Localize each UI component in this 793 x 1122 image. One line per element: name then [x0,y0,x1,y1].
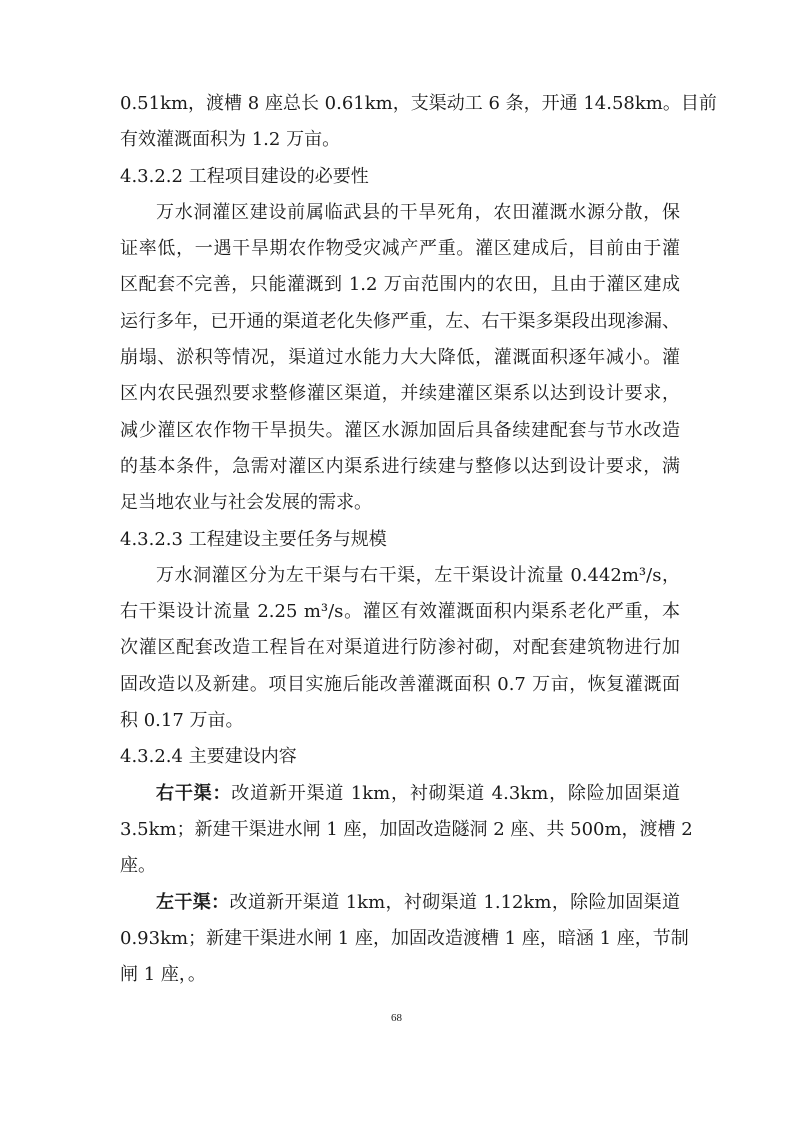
paragraph-line: 的基本条件，急需对灌区内渠系进行续建与整修以达到设计要求，满 [120,455,680,477]
section-heading: 4.3.2.3 工程建设主要任务与规模 [120,528,387,550]
paragraph-line: 减少灌区农作物干旱损失。灌区水源加固后具备续建配套与节水改造 [120,419,680,441]
paragraph-line: 万水洞灌区建设前属临武县的干旱死角，农田灌溉水源分散，保 [156,201,680,223]
paragraph-line: 右干渠设计流量 2.25 m³/s。灌区有效灌溉面积内渠系老化严重，本 [120,601,680,623]
paragraph-line: 崩塌、淤积等情况，渠道过水能力大大降低，灌溉面积逐年减小。灌 [120,347,680,369]
paragraph-line: 区配套不完善，只能灌溉到 1.2 万亩范围内的农田，且由于灌区建成 [120,274,680,296]
paragraph-line: 积 0.17 万亩。 [120,710,244,732]
left-canal-label: 左干渠： [156,891,230,913]
paragraph-line: 闸 1 座，。 [120,964,206,986]
paragraph-line: 有效灌溉面积为 1.2 万亩。 [120,129,341,151]
right-canal-text: 改道新开渠道 1km，衬砌渠道 4.3km，除险加固渠道 [231,782,681,804]
right-canal-line [120,776,680,812]
document-body [120,86,717,993]
paragraph-line: 座。 [120,855,156,877]
page-number: 68 [391,1012,402,1024]
paragraph-line: 0.93km；新建干渠进水闸 1 座，加固改造渡槽 1 座，暗涵 1 座，节制 [120,927,689,949]
left-canal-text: 改道新开渠道 1km，衬砌渠道 1.12km，除险加固渠道 [229,891,680,913]
section-heading: 4.3.2.4 主要建设内容 [120,746,297,768]
paragraph-line: 万水洞灌区分为左干渠与右干渠，左干渠设计流量 0.442m³/s， [156,564,680,586]
paragraph-line: 足当地农业与社会发展的需求。 [120,492,372,514]
paragraph-line: 次灌区配套改造工程旨在对渠道进行防渗衬砌，对配套建筑物进行加 [120,637,680,659]
paragraph-line: 3.5km；新建干渠进水闸 1 座，加固改造隧洞 2 座、共 500m，渡槽 2 [120,818,693,840]
paragraph-line: 运行多年，已开通的渠道老化失修严重，左、右干渠多渠段出现渗漏、 [120,310,680,332]
paragraph-line: 区内农民强烈要求整修灌区渠道，并续建灌区渠系以达到设计要求， [120,383,680,405]
paragraph-line: 固改造以及新建。项目实施后能改善灌溉面积 0.7 万亩，恢复灌溉面 [120,673,680,695]
section-heading: 4.3.2.2 工程项目建设的必要性 [120,165,369,187]
right-canal-label: 右干渠： [156,782,232,804]
left-canal-line [120,885,680,921]
paragraph-line: 证率低，一遇干旱期农作物受灾减产严重。灌区建成后，目前由于灌 [120,238,680,260]
paragraph-line: 0.51km，渡槽 8 座总长 0.61km，支渠动工 6 条，开通 14.58km。目前 [120,93,717,114]
